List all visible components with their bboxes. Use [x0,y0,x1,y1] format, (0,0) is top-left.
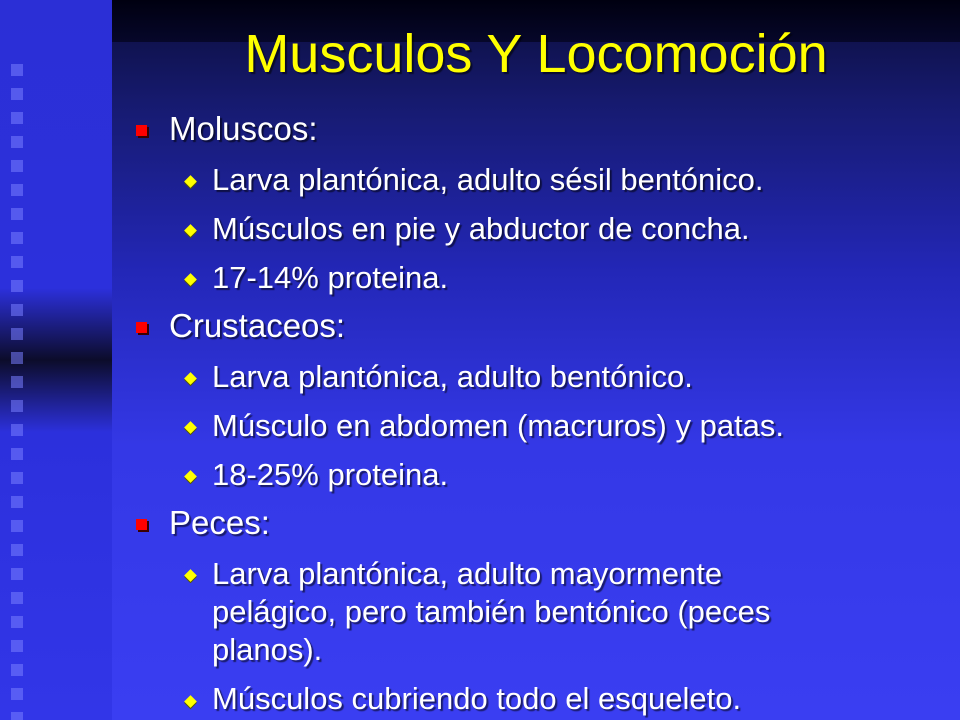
red-square-bullet-icon [136,125,147,136]
decorative-square [11,496,23,508]
list-item: Músculos cubriendo todo el esqueleto. [212,681,742,716]
list-item-continuation: planos). [212,632,323,667]
decorative-square [11,112,23,124]
decorative-square [11,208,23,220]
side-decoration-strip [0,0,112,720]
decorative-square [11,592,23,604]
list-item: 17-14% proteina. [212,260,449,295]
decorative-square [11,136,23,148]
yellow-diamond-bullet-icon [184,470,197,483]
yellow-diamond-bullet-icon [184,175,197,188]
decorative-square [11,712,23,720]
list-item: 18-25% proteina. [212,457,449,492]
decorative-square [11,424,23,436]
yellow-diamond-bullet-icon [184,273,197,286]
section-heading: Moluscos: [169,110,318,147]
decorative-square [11,376,23,388]
list-item: Músculo en abdomen (macruros) y patas. [212,408,785,443]
decorative-square [11,544,23,556]
yellow-diamond-bullet-icon [184,224,197,237]
list-item-continuation: pelágico, pero también bentónico (peces [212,594,771,629]
red-square-bullet-icon [136,322,147,333]
decorative-square [11,328,23,340]
yellow-diamond-bullet-icon [184,569,197,582]
section-heading: Peces: [169,504,270,541]
yellow-diamond-bullet-icon [184,695,197,708]
red-square-bullet-icon [136,519,147,530]
decorative-square [11,472,23,484]
decorative-square [11,568,23,580]
decorative-square [11,688,23,700]
decorative-square [11,184,23,196]
decorative-square [11,400,23,412]
decorative-square [11,232,23,244]
slide-title: Musculos Y Locomoción [244,24,828,84]
list-item: Larva plantónica, adulto sésil bentónico. [212,162,764,197]
decorative-square [11,64,23,76]
decorative-square [11,280,23,292]
decorative-square [11,664,23,676]
decorative-square [11,448,23,460]
yellow-diamond-bullet-icon [184,421,197,434]
decorative-square [11,256,23,268]
list-item: Músculos en pie y abductor de concha. [212,211,750,246]
decorative-square [11,616,23,628]
list-item: Larva plantónica, adulto bentónico. [212,359,693,394]
decorative-square [11,640,23,652]
decorative-square [11,304,23,316]
decorative-square [11,352,23,364]
decorative-square [11,88,23,100]
list-item: Larva plantónica, adulto mayormente [212,556,723,591]
section-heading: Crustaceos: [169,307,346,344]
yellow-diamond-bullet-icon [184,372,197,385]
decorative-square [11,520,23,532]
decorative-square [11,160,23,172]
